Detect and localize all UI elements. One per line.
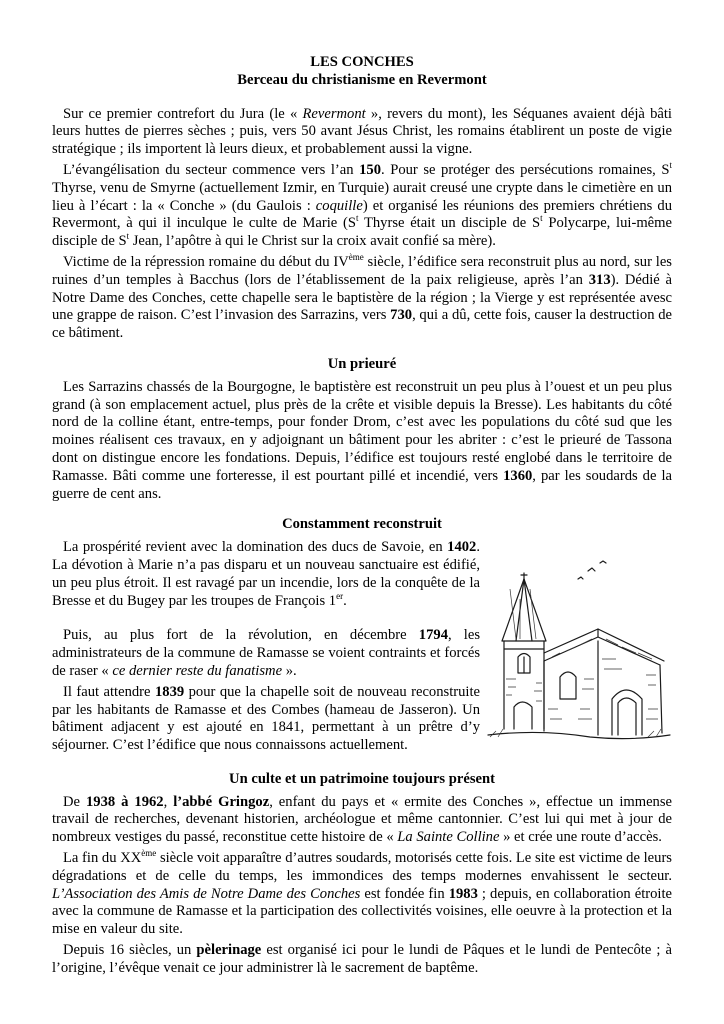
reconstruit-paragraph-1: La prospérité revient avec la domination des ducs de Savoie, en 1402. La dévotion à Marie n’a pas disparu et un nouveau sanctuaire est édifié, un peu plus étroit. Il est ravagé par un incendie, lors de la conquête de la Bresse et du Bugey par les troupes de François 1er. [52, 539, 480, 609]
intro-paragraph-2: L’évangélisation du secteur commence vers l’an 150. Pour se protéger des persécutions romaines, $S^t$ Thyrse, venu de Smyrne (actuellement Izmir, en Turquie) aurait creusé une crypte dans le cimetière en un lieu à l’écart : la « Conche » (du Gaulois : coquille) et organisé les réunions des premiers chrétiens du Revermont, à qui il inculque le culte de Marie ($S^t$ Thyrse était un disciple de $S^t$ Polycarpe, lui-même disciple de $S^t$ Jean, l’apôtre à qui le Christ sur la croix avait confié sa mère). [52, 160, 672, 250]
reconstruit-block [52, 539, 672, 758]
document-title: LES CONCHES [310, 54, 414, 70]
intro-paragraph-1: Sur ce premier contrefort du Jura (le « Revermont », revers du mont), les Séquanes avaient déjà bâti leurs huttes de pierres sèches ; puis, vers 50 avant Jésus Christ, les romains établirent un poste de vigie stratégique ; ils importent là leurs dieux, et probablement aussi la vigne. [52, 105, 672, 158]
reconstruit-text [52, 539, 480, 758]
culte-paragraph-2: La fin du XXème siècle voit apparaître d’autres soudards, motorisés cette fois. Le site est victime de leurs dégradations et de celle du temps, les immondices des temps modernes envahissent le secteur. L’Association des Amis de Notre Dame des Conches est fondée fin 1983 ; depuis, en collaboration étroite avec la commune de Ramasse et la participation des collectivités voisines, elle oeuvre à la protection et la mise en valeur du site. [52, 848, 672, 938]
culte-paragraph-1: De 1938 à 1962, l’abbé Gringoz, enfant du pays et « ermite des Conches », effectue un immense travail de recherches, devenant historien, archéologue et même cantonnier. C’est lui qui met à jour de nombreux vestiges du passé, reconstitue cette histoire de « La Sainte Colline » et crée une route d’accès. [52, 793, 673, 846]
paragraph-gap [52, 613, 480, 627]
reconstruit-paragraph-3: Il faut attendre 1839 pour que la chapelle soit de nouveau reconstruite par les habitants de Ramasse et des Combes (hameau de Jasseron). Un bâtiment adjacent y est ajouté en 1841, permettant à un prêtre d’y séjourner. C’est l’édifice que nous connaissons actuellement. [52, 683, 480, 754]
chapel-sketch-icon [480, 549, 672, 749]
section-heading-reconstruit: Constamment reconstruit [282, 516, 442, 533]
section-heading-culte: Un culte et un patrimoine toujours présent [229, 770, 495, 787]
culte-paragraph-3: Depuis 16 siècles, un pèlerinage est organisé ici pour le lundi de Pâques et le lundi de Pentecôte ; à l’origine, l’évêque venait ce jour administrer là le sacrement de baptême. [52, 942, 672, 976]
document-subtitle: Berceau du christianisme en Revermont [237, 71, 487, 88]
document-page [52, 54, 672, 978]
prieure-paragraph: Les Sarrazins chassés de la Bourgogne, le baptistère est reconstruit un peu plus à l’ouest et un peu plus grand (à son emplacement actuel, plus près de la crête et visible depuis la Bresse). Les habitants du côté nord de la colline étant, entre-temps, pour fonder Drom, c’est avec les populations du côté sud que les moines réalisent ces travaux, en y adjoignant un bâtiment pour les abriter : c’est le prieuré de Tassona dont on distingue encore les fondations. Depuis, l’édifice est toujours resté englobé dans le territoire de Ramasse. Bâti comme une forteresse, il est pourtant pillé et incendié, vers 1360, par les soudards de la guerre de cent ans. [52, 378, 672, 502]
chapel-illustration [480, 539, 672, 758]
intro-paragraph-3: Victime de la répression romaine du début du IVème siècle, l’édifice sera reconstruit plus au nord, sur les ruines d’un temples à Bacchus (lors de l’établissement de la paix religieuse, après l’an 313). Dédié à Notre Dame des Conches, cette chapelle sera le baptistère de la région ; la Vierge y est représentée avesc une grappe de raison. C’est l’invasion des Sarrazins, vers 730, qui a dû, cette fois, causer la destruction de ce bâtiment. [52, 252, 672, 342]
section-heading-prieure: Un prieuré [327, 355, 397, 372]
reconstruit-paragraph-2: Puis, au plus fort de la révolution, en décembre 1794, les administrateurs de la commune de Ramasse se voient contraints et forcés de raser « ce dernier reste du fanatisme ». [52, 627, 480, 679]
